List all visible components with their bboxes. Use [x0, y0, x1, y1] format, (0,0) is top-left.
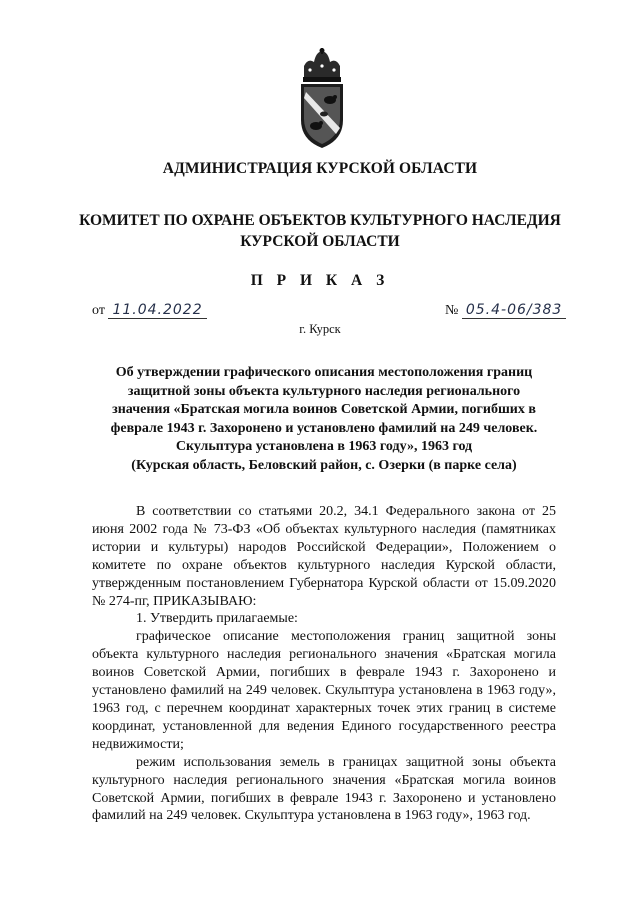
subject-line: Об утверждении графического описания местоположения границ: [115, 365, 533, 380]
subject-line: (Курская область, Беловский район, с. Озерки (в парке села): [131, 457, 517, 473]
order-number: [445, 302, 566, 319]
committee-title: [0, 210, 640, 252]
committee-title-line1: КОМИТЕТ ПО ОХРАНЕ ОБЪЕКТОВ КУЛЬТУРНОГО НАСЛЕДИЯ: [79, 212, 561, 229]
subject-line: Скульптура установлена в 1963 году», 1963 год: [175, 439, 473, 454]
body-paragraph-preamble: В соответствии со статьями 20.2, 34.1 Федерального закона от 25 июня 2002 года № 73-ФЗ «Об объектах культурного наследия (памятниках истории и культуры) народов Российской Федерации», Положением о комитете по охране объектов культурного наследия Курской области, утвержденным постановлением Губернатора Курской области от 15.09.2020 № 274-пг, ПРИКАЗЫВАЮ:: [92, 504, 556, 609]
city-label: г. Курск: [299, 322, 341, 336]
subject-line: защитной зоны объекта культурного наследия регионального: [127, 383, 521, 399]
date-prefix: от: [92, 303, 105, 318]
subject-line: значения «Братская могила воинов Советской Армии, погибших в: [112, 402, 536, 417]
handwritten-date: 11.04.2022: [108, 302, 206, 319]
body-paragraph-graphic-description: графическое описание местоположения границ защитной зоны объекта культурного наследия регионального значения «Братская могила воинов Советской Армии, погибших в феврале 1943 г. Захоронено и установлено фамилий на 249 человек. Скульптура установлена в 1963 году», 1963 год, с перечнем координат характерных точек этих границ в системе координат, установленной для ведения Единого государственного реестра недвижимости;: [92, 629, 556, 752]
coat-of-arms-emblem: [294, 48, 350, 152]
handwritten-number: 05.4-06/383: [462, 302, 566, 319]
subject-line: феврале 1943 г. Захоронено и установлено фамилий на 249 человек.: [110, 420, 538, 436]
number-prefix: №: [445, 303, 459, 318]
document-type: П Р И К А З: [250, 272, 390, 289]
body-paragraph-land-use-regime: режим использования земель в границах защитной зоны объекта культурного наследия регионального значения «Братская могила воинов Советской Армии, погибших в феврале 1943 г. Захоронено и установлено фамилий на 249 человек. Скульптура установлена в 1963 году», 1963 год.: [92, 754, 556, 824]
order-date: [92, 302, 207, 319]
committee-title-line2: КУРСКОЙ ОБЛАСТИ: [240, 233, 400, 250]
administration-title: АДМИНИСТРАЦИЯ КУРСКОЙ ОБЛАСТИ: [162, 160, 478, 177]
order-subject: [92, 364, 556, 475]
order-body: [92, 503, 556, 825]
body-paragraph-item-1: 1. Утвердить прилагаемые:: [136, 611, 298, 627]
